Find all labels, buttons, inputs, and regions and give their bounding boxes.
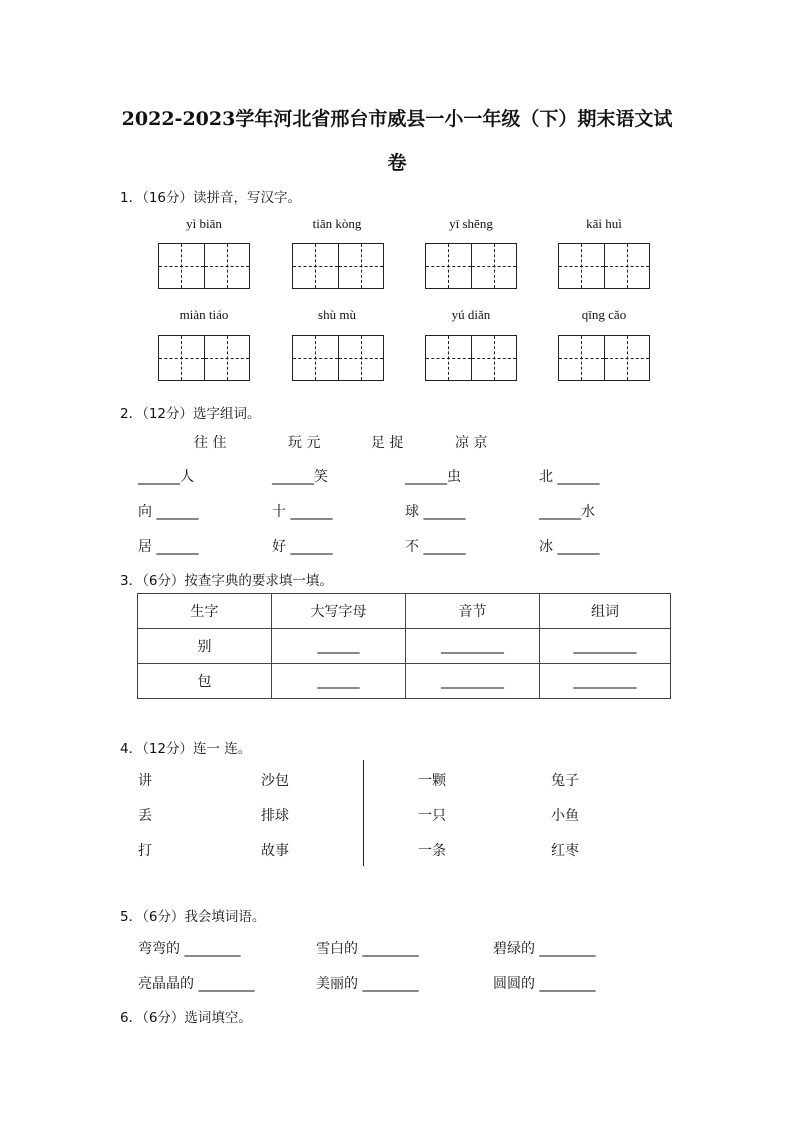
writing-grid-8[interactable] <box>558 335 650 381</box>
table-cell-blank[interactable]: _________ <box>406 664 540 699</box>
question-3-label: 3．（6分）按查字典的要求填一填。 <box>120 573 333 589</box>
fill-item[interactable]: 雪白的 ________ <box>316 941 419 957</box>
table-cell-blank[interactable]: _________ <box>540 629 671 664</box>
pinyin-6: shù mù <box>318 307 356 322</box>
writing-grid-4[interactable] <box>558 243 650 289</box>
pinyin-8: qīng cǎo <box>581 307 627 322</box>
writing-grid-6[interactable] <box>292 335 384 381</box>
fill-item[interactable]: 好 ______ <box>272 539 333 555</box>
fill-item[interactable]: ______笑 <box>272 469 328 485</box>
writing-grid-7[interactable] <box>425 335 517 381</box>
table-header: 音节 <box>406 594 540 629</box>
table-header: 大写字母 <box>272 594 406 629</box>
match-object[interactable]: 沙包 <box>261 773 289 789</box>
choice-pair-3: 足 捉 <box>371 435 404 451</box>
fill-item[interactable]: 冰 ______ <box>539 539 600 555</box>
match-measure-word[interactable]: 一条 <box>418 843 446 859</box>
table-header: 生字 <box>138 594 272 629</box>
table-cell-blank[interactable]: _________ <box>406 629 540 664</box>
match-object[interactable]: 故事 <box>261 843 289 859</box>
pinyin-1: yì biān <box>186 216 222 231</box>
fill-item[interactable]: 美丽的 ________ <box>316 976 419 992</box>
page-title-line1: 2022-2023学年河北省邢台市威县一小一年级（下）期末语文试 <box>121 108 673 130</box>
pinyin-4: kāi huì <box>586 216 622 231</box>
fill-item[interactable]: 北 ______ <box>539 469 600 485</box>
pinyin-5: miàn tiáo <box>179 307 229 322</box>
question-5-label: 5．（6分）我会填词语。 <box>120 909 266 925</box>
table-cell-char: 别 <box>138 629 272 664</box>
fill-item[interactable]: 弯弯的 ________ <box>138 941 241 957</box>
question-4-label: 4．（12分）连一 连。 <box>120 741 252 757</box>
match-measure-word[interactable]: 一只 <box>418 808 446 824</box>
pinyin-2: tiān kòng <box>312 216 362 231</box>
question-2-label: 2．（12分）选字组词。 <box>120 406 261 422</box>
table-cell-blank[interactable]: ______ <box>272 664 406 699</box>
fill-item[interactable]: 球 ______ <box>405 504 466 520</box>
choice-pair-1: 往 住 <box>194 435 227 451</box>
fill-item[interactable]: 十 ______ <box>272 504 333 520</box>
match-noun[interactable]: 兔子 <box>551 773 579 789</box>
match-verb[interactable]: 讲 <box>138 773 152 789</box>
table-row <box>138 629 671 664</box>
table-row <box>138 664 671 699</box>
fill-item[interactable]: ______人 <box>138 469 194 485</box>
page-title-line2: 卷 <box>387 152 407 174</box>
question-1-label: 1．（16分）读拼音，写汉字。 <box>120 190 302 206</box>
choice-pair-2: 玩 元 <box>288 435 321 451</box>
question-6-label: 6．（6分）选词填空。 <box>120 1010 252 1026</box>
table-header-row <box>138 594 671 629</box>
fill-item[interactable]: 不 ______ <box>405 539 466 555</box>
table-header: 组词 <box>540 594 671 629</box>
fill-item[interactable]: ______虫 <box>405 469 461 485</box>
fill-item[interactable]: ______水 <box>539 504 595 520</box>
writing-grid-5[interactable] <box>158 335 250 381</box>
choice-pair-4: 凉 京 <box>455 435 488 451</box>
pinyin-7: yú diǎn <box>451 307 491 322</box>
table-cell-char: 包 <box>138 664 272 699</box>
match-measure-word[interactable]: 一颗 <box>418 773 446 789</box>
match-object[interactable]: 排球 <box>261 808 289 824</box>
writing-grid-2[interactable] <box>292 243 384 289</box>
dictionary-table <box>137 593 671 699</box>
divider-line <box>363 760 364 866</box>
match-verb[interactable]: 打 <box>138 843 152 859</box>
fill-item[interactable]: 圆圆的 ________ <box>493 976 596 992</box>
fill-item[interactable]: 碧绿的 ________ <box>493 941 596 957</box>
fill-item[interactable]: 亮晶晶的 ________ <box>138 976 255 992</box>
pinyin-3: yī shēng <box>449 216 493 231</box>
match-noun[interactable]: 红枣 <box>551 843 579 859</box>
match-verb[interactable]: 丢 <box>138 808 152 824</box>
table-cell-blank[interactable]: ______ <box>272 629 406 664</box>
writing-grid-1[interactable] <box>158 243 250 289</box>
match-noun[interactable]: 小鱼 <box>551 808 579 824</box>
fill-item[interactable]: 向 ______ <box>138 504 199 520</box>
table-cell-blank[interactable]: _________ <box>540 664 671 699</box>
fill-item[interactable]: 居 ______ <box>138 539 199 555</box>
writing-grid-3[interactable] <box>425 243 517 289</box>
